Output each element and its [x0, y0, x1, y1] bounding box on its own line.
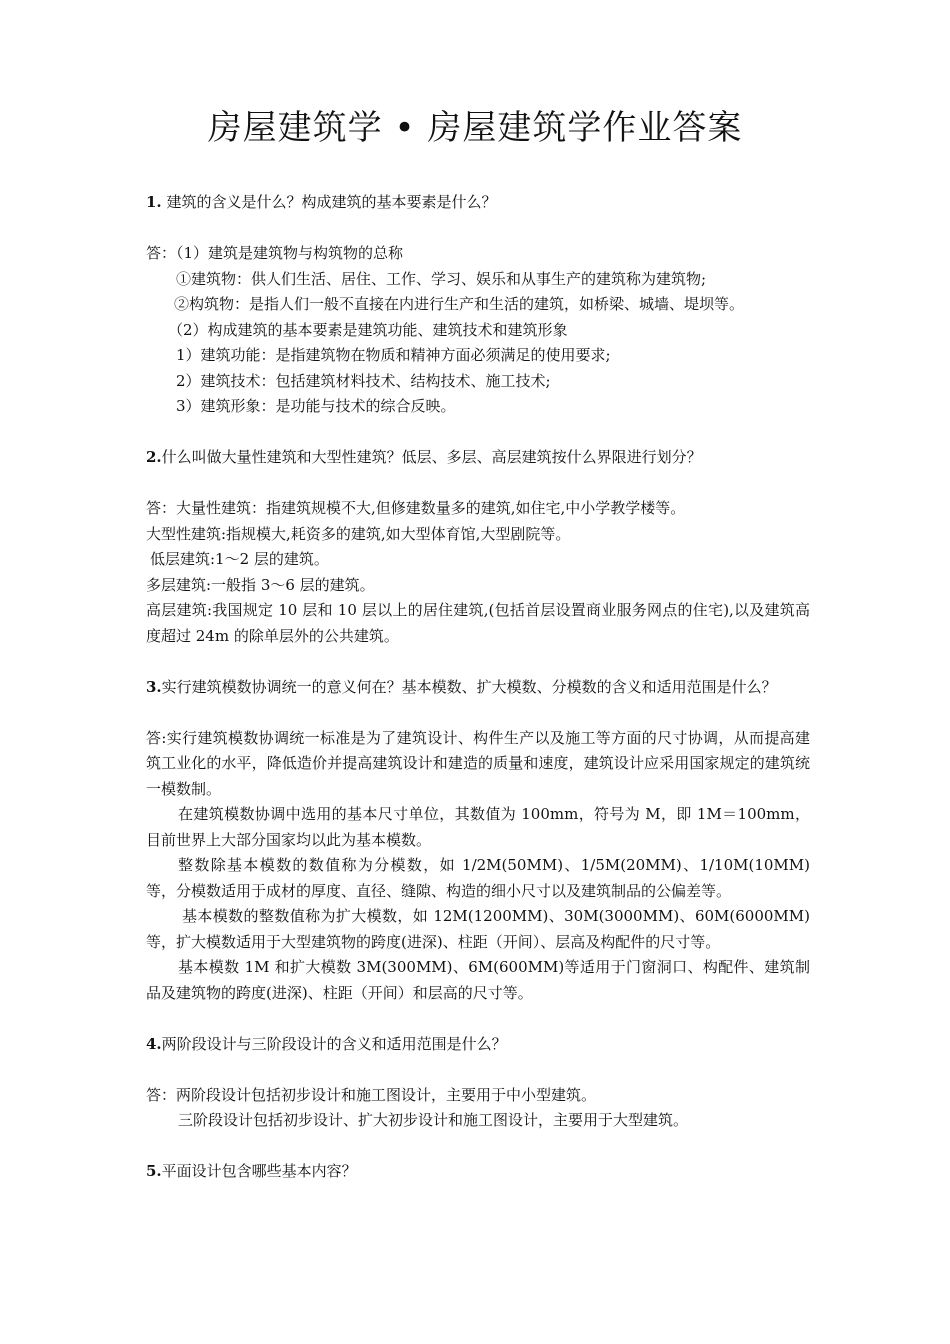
- question-text: 建筑的含义是什么？构成建筑的基本要素是什么？: [161, 193, 497, 211]
- answer-line: 多层建筑:一般指 3～6 层的建筑。: [146, 575, 375, 594]
- answer-line: 答：两阶段设计包括初步设计和施工图设计，主要用于中小型建筑。: [146, 1085, 597, 1104]
- question-number: 5.: [146, 1162, 162, 1180]
- answer-line: 答：大量性建筑：指建筑规模不大,但修建数量多的建筑,如住宅,中小学教学楼等。: [146, 499, 686, 517]
- question-2: [146, 445, 810, 471]
- answer-paragraph: 基本模数的整数值称为扩大模数，如 12M(1200MM)、30M(3000MM)、60M(6000MM)等，扩大模数适用于大型建筑物的跨度(进深)、柱距（开间）、层高及构配件的尺寸等。: [146, 907, 810, 951]
- page-title: 房屋建筑学 • 房屋建筑学作业答案: [207, 108, 743, 148]
- answer-line: 高层建筑:我国规定 10 层和 10 层以上的居住建筑,(包括首层设置商业服务网点的住宅),以及建筑高度超过 24m 的除单层外的公共建筑。: [146, 601, 810, 645]
- answer-line: ①建筑物：供人们生活、居住、工作、学习、娱乐和从事生产的建筑称为建筑物;: [176, 269, 707, 288]
- question-5: [146, 1159, 810, 1185]
- question-number: 1.: [146, 193, 162, 211]
- answer-line: 大型性建筑:指规模大,耗资多的建筑,如大型体育馆,大型剧院等。: [146, 524, 571, 543]
- answer-paragraph: 基本模数 1M 和扩大模数 3M(300MM)、6M(600MM)等适用于门窗洞口、构配件、建筑制品及建筑物的跨度(进深)、柱距（开间）和层高的尺寸等。: [146, 958, 810, 1002]
- answer-line: 答：（1）建筑是建筑物与构筑物的总称: [146, 244, 404, 262]
- answer-line: 低层建筑:1～2 层的建筑。: [150, 550, 329, 568]
- question-text: 平面设计包含哪些基本内容？: [161, 1162, 357, 1180]
- question-number: 2.: [146, 448, 162, 466]
- question-4: [146, 1032, 810, 1058]
- question-number: 3.: [146, 677, 162, 696]
- answer-paragraph: 答:实行建筑模数协调统一标准是为了建筑设计、构件生产以及施工等方面的尺寸协调，从而提高建筑工业化的水平，降低造价并提高建筑设计和建造的质量和速度，建筑设计应采用国家规定的建筑统一模数制。: [146, 728, 810, 798]
- answer-line: 3）建筑形象：是功能与技术的综合反映。: [176, 397, 456, 415]
- answer-line: 2）建筑技术：包括建筑材料技术、结构技术、施工技术;: [176, 371, 551, 390]
- question-text: 实行建筑模数协调统一的意义何在？基本模数、扩大模数、分模数的含义和适用范围是什么？: [161, 677, 777, 696]
- answer-line: 1）建筑功能：是指建筑物在物质和精神方面必须满足的使用要求;: [176, 346, 611, 364]
- question-number: 4.: [146, 1034, 162, 1053]
- question-text: 两阶段设计与三阶段设计的含义和适用范围是什么？: [161, 1034, 507, 1053]
- answer-line: ②构筑物：是指人们一般不直接在内进行生产和生活的建筑，如桥梁、城墙、堤坝等。: [174, 295, 745, 313]
- answer-paragraph: 整数除基本模数的数值称为分模数，如 1/2M(50MM)、1/5M(20MM)、1/10M(10MM)等，分模数适用于成材的厚度、直径、缝隙、构造的细小尺寸以及建筑制品的公偏差等。: [146, 856, 810, 900]
- question-text: 什么叫做大量性建筑和大型性建筑？低层、多层、高层建筑按什么界限进行划分？: [161, 448, 702, 466]
- question-1: [146, 190, 810, 216]
- answer-paragraph: 在建筑模数协调中选用的基本尺寸单位，其数值为 100mm，符号为 M，即 1M＝100mm，目前世界上大部分国家均以此为基本模数。: [146, 805, 810, 849]
- answer-line: （2）构成建筑的基本要素是建筑功能、建筑技术和建筑形象: [168, 320, 568, 339]
- answer-line: 三阶段设计包括初步设计、扩大初步设计和施工图设计，主要用于大型建筑。: [178, 1111, 689, 1129]
- question-3: [146, 675, 810, 701]
- document-body: [146, 190, 810, 1185]
